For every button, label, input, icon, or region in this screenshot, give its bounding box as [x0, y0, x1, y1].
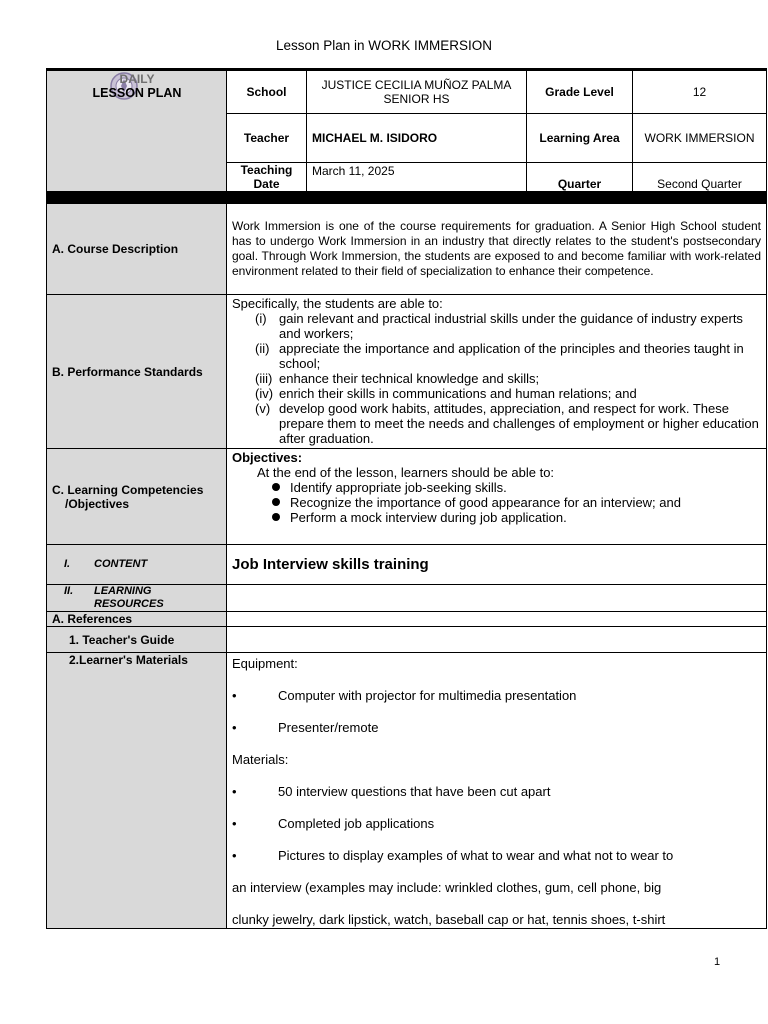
- objectives-intro: At the end of the lesson, learners should be able to:: [257, 465, 555, 480]
- lesson-plan-table: [46, 68, 767, 929]
- materials-continuation-line: an interview (examples may include: wrinkled clothes, gum, cell phone, big: [232, 880, 662, 895]
- objectives-list: [232, 480, 761, 525]
- materials-heading: Materials:: [232, 752, 289, 767]
- objectives-content: [227, 449, 767, 545]
- list-item: • 50 interview questions that have been cut apart: [232, 784, 551, 799]
- school-label: School: [227, 70, 307, 114]
- list-item: • Completed job applications: [232, 816, 435, 831]
- performance-standards-content: [227, 295, 767, 449]
- content-label-cell: [47, 545, 227, 585]
- list-item: (i) gain relevant and practical industrial skills under the guidance of industry experts and workers;: [255, 311, 743, 341]
- learning-area-value: WORK IMMERSION: [633, 114, 767, 163]
- learning-resources-value: [227, 585, 767, 612]
- learning-resources-label: LEARNING RESOURCES: [94, 585, 164, 610]
- school-value: JUSTICE CECILIA MUÑOZ PALMA SENIOR HS: [307, 70, 527, 114]
- content-value: Job Interview skills training: [227, 545, 767, 585]
- performance-standards-label: B. Performance Standards: [47, 295, 227, 449]
- performance-standards-list: [232, 311, 761, 446]
- bullet-icon: [272, 513, 280, 521]
- teacher-value: MICHAEL M. ISIDORO: [307, 114, 527, 163]
- list-item: (ii) appreciate the importance and application of the principles and theories taught in school;: [255, 341, 744, 371]
- course-description-label: A. Course Description: [47, 204, 227, 295]
- quarter-value: Second Quarter: [633, 163, 767, 192]
- teaching-date-value: March 11, 2025: [307, 163, 527, 192]
- list-item: • Pictures to display examples of what to wear and what not to wear to: [232, 848, 674, 863]
- list-item: Perform a mock interview during job application.: [232, 510, 761, 525]
- performance-standards-intro: Specifically, the students are able to:: [232, 296, 443, 311]
- materials-continuation-line: clunky jewelry, dark lipstick, watch, baseball cap or hat, tennis shoes, t-shirt: [232, 912, 666, 927]
- quarter-label: Quarter: [527, 163, 633, 192]
- teacher-label: Teacher: [227, 114, 307, 163]
- learning-resources-label-cell: [47, 585, 227, 612]
- references-value: [227, 612, 767, 627]
- content-label: CONTENT: [94, 558, 148, 570]
- list-item: • Presenter/remote: [232, 720, 379, 735]
- course-description-text: Work Immersion is one of the course requirements for graduation. A Senior High School student has to undergo Work Immersion in an industry that directly relates to the student's postsecondary goal. Through Work Immersion, the students are exposed to and become familiar with work-related environment related to their field of specialization to enhance their competence.: [227, 204, 767, 295]
- section-divider: [47, 192, 767, 204]
- references-label: A. References: [47, 612, 227, 627]
- lesson-plan-label: LESSON PLAN: [92, 86, 182, 100]
- grade-level-value: 12: [633, 70, 767, 114]
- list-item: (iii) enhance their technical knowledge and skills;: [255, 371, 540, 386]
- teachers-guide-label: 1. Teacher's Guide: [47, 627, 227, 653]
- bullet-icon: [272, 483, 280, 491]
- page-number: 1: [714, 956, 721, 968]
- list-item: (iv) enrich their skills in communications and human relations; and: [255, 386, 637, 401]
- learners-materials-content: [227, 653, 767, 929]
- learners-materials-label: 2.Learner's Materials: [47, 653, 227, 929]
- learning-area-label: Learning Area: [527, 114, 633, 163]
- list-item: (v) develop good work habits, attitudes, appreciation, and respect for work. These prepare them to meet the needs and challenges of employment or higher education after graduation.: [255, 401, 759, 446]
- bullet-icon: [272, 498, 280, 506]
- daily-label: DAILY: [119, 72, 155, 86]
- equipment-heading: Equipment:: [232, 656, 298, 671]
- list-item: • Computer with projector for multimedia presentation: [232, 688, 577, 703]
- list-item: Identify appropriate job-seeking skills.: [232, 480, 761, 495]
- learning-competencies-label: C. Learning Competencies /Objectives: [47, 449, 227, 545]
- document-title: Lesson Plan in WORK IMMERSION: [275, 38, 493, 53]
- list-item: Recognize the importance of good appearance for an interview; and: [232, 495, 761, 510]
- teaching-date-label: Teaching Date: [227, 163, 307, 192]
- resources-numeral: II.: [64, 585, 74, 597]
- grade-level-label: Grade Level: [527, 70, 633, 114]
- objectives-heading: Objectives:: [232, 450, 303, 465]
- daily-lesson-plan-cell: [47, 70, 227, 192]
- content-numeral: I.: [64, 558, 71, 570]
- teachers-guide-value: [227, 627, 767, 653]
